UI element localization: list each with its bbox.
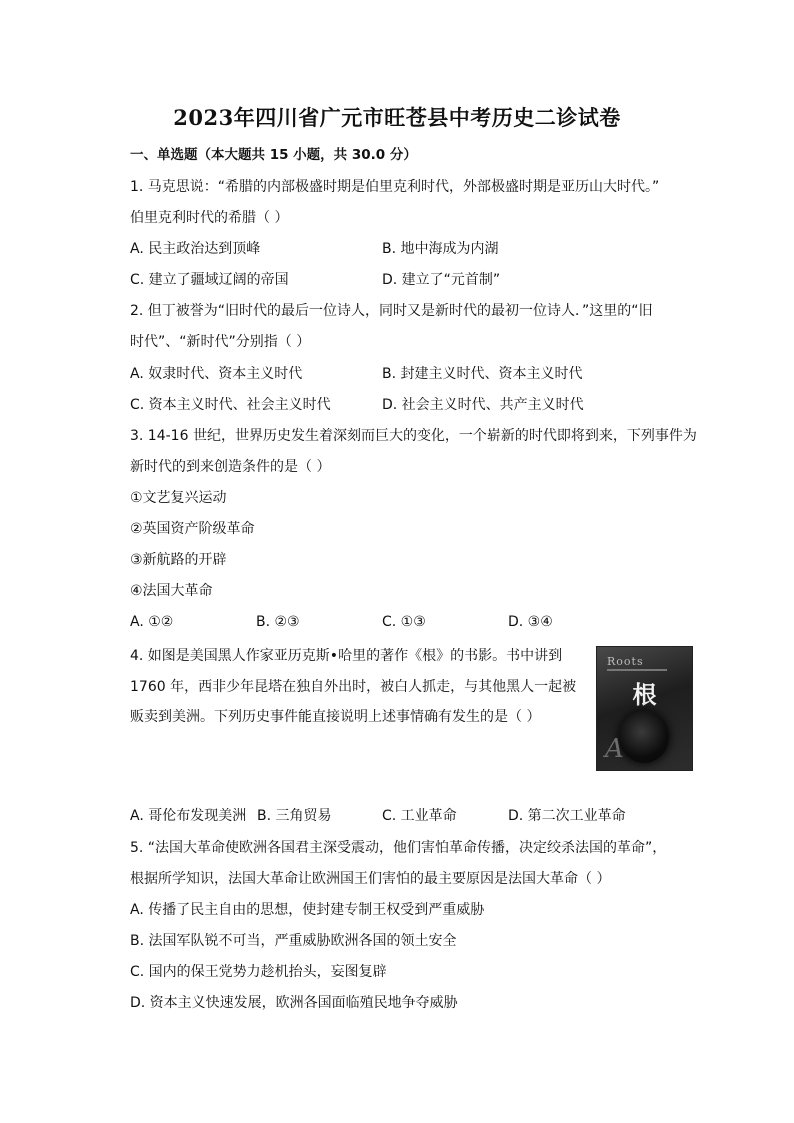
q2-option-a: A. 奴隶时代、资本主义时代 [130, 366, 303, 382]
q1-line-1: 1. 马克思说：“希腊的内部极盛时期是伯里克利时代，外部极盛时期是亚历山大时代。” [130, 179, 660, 195]
q4-line-2: 1760 年，西非少年昆塔在独自外出时，被白人抓走，与其他黑人一起被 [130, 679, 577, 695]
q1-option-c: C. 建立了疆域辽阔的帝国 [130, 272, 289, 288]
q4-option-a: A. 哥伦布发现美洲 [130, 808, 247, 824]
q3-option-d: D. ③④ [508, 614, 553, 630]
q4-option-c: C. 工业革命 [382, 808, 457, 824]
roots-book-cover-image [596, 646, 693, 771]
q3-option-a: A. ①② [130, 614, 174, 630]
q1-line-2: 伯里克利时代的希腊（ ） [130, 210, 289, 226]
q4-line-3: 贩卖到美洲。下列历史事件能直接说明上述事情确有发生的是（ ） [130, 709, 541, 725]
q5-option-a: A. 传播了民主自由的思想，使封建专制王权受到严重威胁 [130, 902, 485, 918]
q3-item-1: ①文艺复兴运动 [130, 490, 227, 506]
q2-line-2: 时代”、“新时代”分别指（ ） [130, 334, 311, 350]
q2-line-1: 2. 但丁被誉为“旧时代的最后一位诗人，同时又是新时代的最初一位诗人．”这里的“旧 [130, 303, 653, 319]
section-heading: 一、单选题（本大题共 15 小题，共 30.0 分） [130, 147, 417, 163]
q5-line-1: 5. “法国大革命使欧洲各国君主深受震动，他们害怕革命传播，决定绞杀法国的革命”， [130, 840, 667, 856]
q3-item-2: ②英国资产阶级革命 [130, 521, 255, 537]
q4-line-1: 4. 如图是美国黑人作家亚历克斯•哈里的著作《根》的书影。书中讲到 [130, 648, 563, 664]
q5-option-d: D. 资本主义快速发展，欧洲各国面临殖民地争夺威胁 [130, 995, 458, 1011]
q3-item-4: ④法国大革命 [130, 583, 213, 599]
book-chinese-title: 根 [632, 681, 657, 709]
q1-option-d: D. 建立了“元首制” [382, 272, 501, 288]
q5-option-b: B. 法国军队锐不可当，严重威胁欧洲各国的领土安全 [130, 933, 457, 949]
exam-title: 2023年四川省广元市旺苍县中考历史二诊试卷 [173, 105, 621, 130]
q2-option-c: C. 资本主义时代、社会主义时代 [130, 397, 331, 413]
q1-option-b: B. 地中海成为内湖 [382, 241, 499, 257]
book-title-text: Roots [607, 655, 644, 668]
q3-option-b: B. ②③ [256, 614, 300, 630]
q5-option-c: C. 国内的保王党势力趁机抬头，妄图复辟 [130, 964, 387, 980]
q2-option-d: D. 社会主义时代、共产主义时代 [382, 397, 584, 413]
q3-line-2: 新时代的到来创造条件的是（ ） [130, 459, 331, 475]
q3-item-3: ③新航路的开辟 [130, 552, 227, 568]
book-subtitle-bar [607, 669, 667, 671]
q1-option-a: A. 民主政治达到顶峰 [130, 241, 261, 257]
book-portrait [619, 711, 669, 763]
q5-line-2: 根据所学知识，法国大革命让欧洲国王们害怕的最主要原因是法国大革命（ ） [130, 871, 611, 887]
q3-line-1: 3. 14-16 世纪，世界历史发生着深刻而巨大的变化，一个崭新的时代即将到来，下列事件为 [130, 428, 697, 444]
q3-option-c: C. ①③ [382, 614, 426, 630]
q2-option-b: B. 封建主义时代、资本主义时代 [382, 366, 583, 382]
q4-option-d: D. 第二次工业革命 [508, 808, 626, 824]
book-script-letter: A [605, 734, 624, 764]
q4-option-b: B. 三角贸易 [257, 808, 332, 824]
